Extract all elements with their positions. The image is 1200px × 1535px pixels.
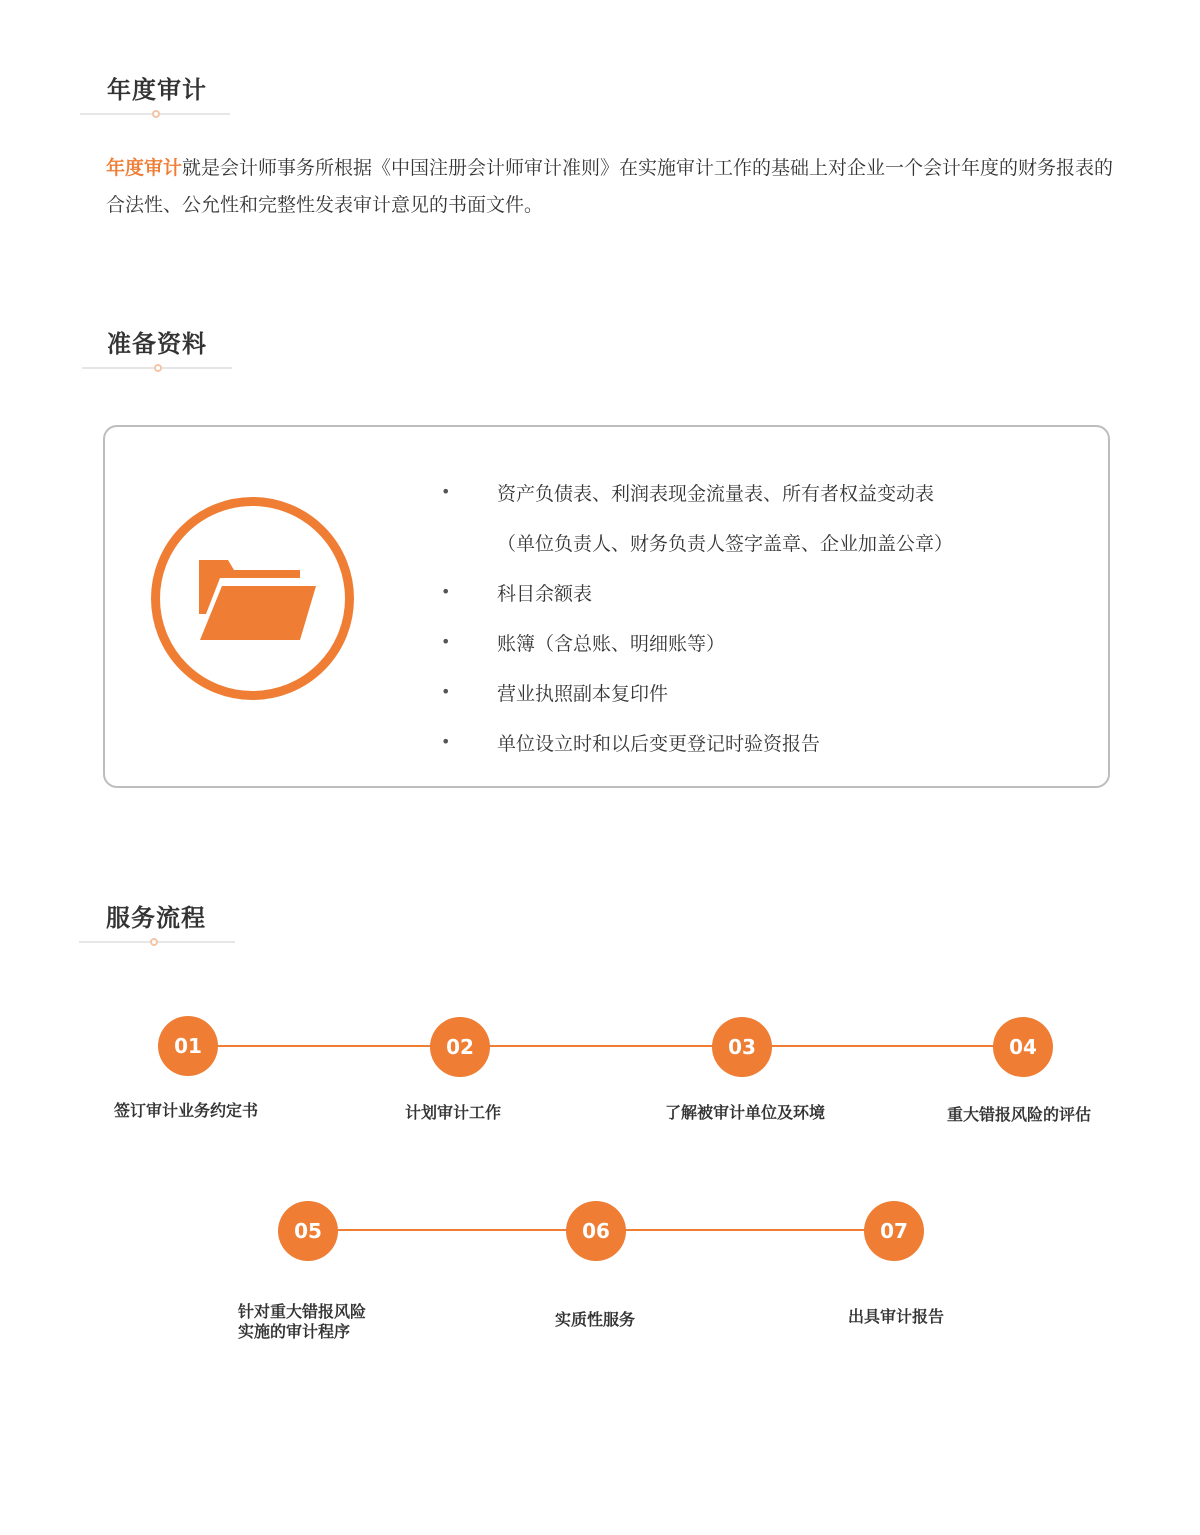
folder-icon	[196, 556, 320, 642]
process-connector	[624, 1229, 866, 1231]
process-connector	[338, 1229, 570, 1231]
material-item: 科目余额表	[497, 583, 593, 605]
step-number: 05	[278, 1201, 338, 1261]
intro-paragraph	[106, 150, 1116, 224]
step-number: 01	[158, 1016, 218, 1076]
step-label: 签订审计业务约定书	[114, 1101, 259, 1120]
process-connector	[489, 1045, 715, 1047]
title-divider-dot	[154, 364, 162, 372]
title-divider-dot	[152, 110, 160, 118]
bullet: •	[441, 732, 451, 751]
process-connector	[218, 1045, 432, 1047]
step-label: 实质性服务	[555, 1310, 636, 1329]
step-number: 04	[993, 1017, 1053, 1077]
material-item: 营业执照副本复印件	[497, 683, 669, 705]
step-number: 02	[430, 1017, 490, 1077]
step-label: 针对重大错报风险 实施的审计程序	[238, 1302, 367, 1341]
section-title-annual-audit: 年度审计	[107, 76, 207, 104]
material-item-note: （单位负责人、财务负责人签字盖章、企业加盖公章）	[497, 533, 954, 555]
material-item: 单位设立时和以后变更登记时验资报告	[497, 733, 821, 755]
intro-highlight: 年度审计	[106, 157, 183, 179]
step-label: 出具审计报告	[848, 1307, 945, 1326]
bullet: •	[441, 682, 451, 701]
step-label: 了解被审计单位及环境	[665, 1103, 826, 1122]
section-title-process: 服务流程	[106, 904, 206, 932]
section-title-materials: 准备资料	[107, 330, 207, 358]
bullet: •	[441, 482, 451, 501]
process-connector	[771, 1045, 995, 1047]
bullet: •	[441, 582, 451, 601]
step-number: 03	[712, 1017, 772, 1077]
step-label: 重大错报风险的评估	[947, 1105, 1092, 1124]
title-divider-dot	[150, 938, 158, 946]
material-item: 资产负债表、利润表现金流量表、所有者权益变动表	[497, 483, 935, 505]
intro-text: 就是会计师事务所根据《中国注册会计师审计准则》在实施审计工作的基础上对企业一个会计年度的财务报表的合法性、公允性和完整性发表审计意见的书面文件。	[106, 157, 1114, 216]
material-item: 账簿（含总账、明细账等）	[497, 633, 726, 655]
step-label: 计划审计工作	[405, 1103, 502, 1122]
step-number: 07	[864, 1201, 924, 1261]
bullet: •	[441, 632, 451, 651]
step-number: 06	[566, 1201, 626, 1261]
